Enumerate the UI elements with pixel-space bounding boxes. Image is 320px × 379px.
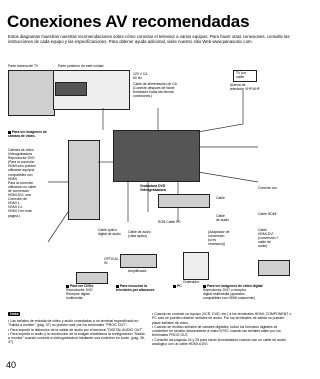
left-list-heading: Para ver imágenes de cámara de video. xyxy=(8,130,47,139)
intro-text: Estos diagramas muestran nuestras recomendaciones sobre cómo conectar el televisor a varios equipos. Para hacer otras conexiones, consulte las instrucciones de cada equipo y las especificaciones. Para obtener ayuda adicional, visite nuestro sitio Web www.panasonic.com. xyxy=(8,34,290,45)
bottom-label-digital xyxy=(203,284,295,300)
note-item: • Para impedir el audio y la recolección de la imagen establezca la configuración "Salida a monitor" cuando conecte a videograbadora mediante una conexión en bucle. (pág. 36, 37) xyxy=(8,331,145,345)
video-cable-label: Cable de audio (vista aptico) xyxy=(128,230,151,239)
note-item: • Las señales de entrada de video y audio conectadas a un terminal especificado en "Salida a monitor" (pág. 37) no pueden salir por los terminales "PROG OUT". xyxy=(8,319,139,328)
computer-label: Ordenador xyxy=(183,280,200,284)
left-list-line: (Para la conexión xyxy=(8,160,35,165)
ac-label: 120 V CA 60 Hz xyxy=(133,72,148,81)
digital-device xyxy=(258,260,290,276)
dvd-device xyxy=(76,272,108,284)
digital-heading: Para ver imágenes de video digital xyxy=(207,284,263,288)
left-list-line: HDMI solo pueden xyxy=(8,164,37,169)
optical-cable-label: Cable óptico digital de audio xyxy=(98,228,121,237)
notes-right xyxy=(152,312,292,346)
note-heading: Nota xyxy=(10,312,19,316)
note-item: • Cuando se conecte un equipo (VCR, DVD, etc.) a los terminales HDMI, COMPONENT o PC solo se pueden obtener señales de audio. Por los terminales de salida no pueden pasar señales de video. xyxy=(152,312,292,325)
left-list-line: de conversión xyxy=(8,188,30,193)
bullet-square-icon xyxy=(173,285,176,288)
note-item: • Cuando se reciban señales de canales digitales, todos los formatos digitales se convierten en sentido descendente a video NTSC cuando las señales salen por los terminales PROG OUT. xyxy=(152,324,281,338)
rgb-cable-label: RGB Cable PC xyxy=(158,220,181,224)
left-list-line: Cámara de video xyxy=(8,148,34,152)
computer-device xyxy=(183,252,209,280)
left-list-line: utilizarse equipos xyxy=(8,168,35,173)
note-item: • Para impedir la distorsión de la salida de audio por el terminal "DIGITAL AUDIO OUT". xyxy=(8,327,144,332)
recorder-label: Grabadora DVD Videograbadora xyxy=(140,184,166,193)
amplifier-device xyxy=(120,254,157,268)
adapter-label: (Adaptador de conversión (si es necesario)) xyxy=(208,230,230,247)
left-list-line: Reproductor DVD xyxy=(8,156,35,161)
dvd-heading: Para ver DVDs xyxy=(70,284,94,288)
left-list-line: HDMI 3 en esta xyxy=(8,209,32,214)
left-list-line: compatibles con xyxy=(8,172,33,177)
left-list-line: Conexión de xyxy=(8,197,28,202)
antenna-label: Antena de televisión VHF/UHF xyxy=(230,83,260,92)
notes-left xyxy=(8,319,146,345)
connect-to-label: Conecte con xyxy=(258,186,278,190)
optical-in-label: OPTICAL IN xyxy=(104,257,119,266)
left-list-line: HDMI 1, xyxy=(8,201,21,206)
left-list xyxy=(8,148,48,218)
left-list-line: página.) xyxy=(8,213,21,218)
bottom-label-speakers xyxy=(116,284,161,292)
left-list-line: HDMI 2 o xyxy=(8,205,23,210)
dvd-body: Reproductor DVD Receptor digital multimedia xyxy=(66,288,93,301)
hdmi-cable-label: Cable HDMI xyxy=(258,212,277,216)
cable-label: Cable xyxy=(216,196,225,200)
audio-cable-label: Cable de audio xyxy=(216,214,230,223)
left-list-line: HDMI-DVI, vea xyxy=(8,193,31,198)
left-list-line: Para la conexión xyxy=(8,180,34,185)
left-list-line: HDMI. xyxy=(8,176,18,181)
pc-heading: PC xyxy=(177,284,182,288)
recorder-device xyxy=(158,194,210,208)
note-item: • Consulte las páginas 24 y 25 para hacer la instalación cuando use un cable de audio analógico con un cable HDMI a DVI. xyxy=(152,337,286,347)
bottom-label-dvd xyxy=(66,284,111,300)
connection-diagram xyxy=(8,62,296,310)
amplifier-label: Amplificador xyxy=(128,269,147,273)
rear-bottom-label: Parte posterior de este unidad xyxy=(58,64,104,68)
left-list-line: utilizando un cable xyxy=(8,184,37,189)
speakers-heading: Para escuchar la televisión por altavoces xyxy=(116,284,155,293)
page-title: Conexiones AV recomendadas xyxy=(7,12,250,31)
bottom-label-pc xyxy=(173,284,193,288)
hdmi-dvi-label: Cable HDMI-DVI (conversión + cable de audio) xyxy=(258,228,279,249)
digital-body: Reproductor DVD o receptor digital multimedia (aparatos compatibles con HDMI solamente) xyxy=(203,288,255,301)
page-number: 40 xyxy=(6,360,17,370)
rear-panel-label: Parte trasera del TV xyxy=(8,64,39,68)
left-list-line: Videograbadora xyxy=(8,152,33,157)
tv-cable-label: TV por cable xyxy=(236,71,247,80)
power-cable-label: Cable de alimentación de CA (Conecte después de hacer terminado todas las demás conexiones.) xyxy=(133,82,177,99)
